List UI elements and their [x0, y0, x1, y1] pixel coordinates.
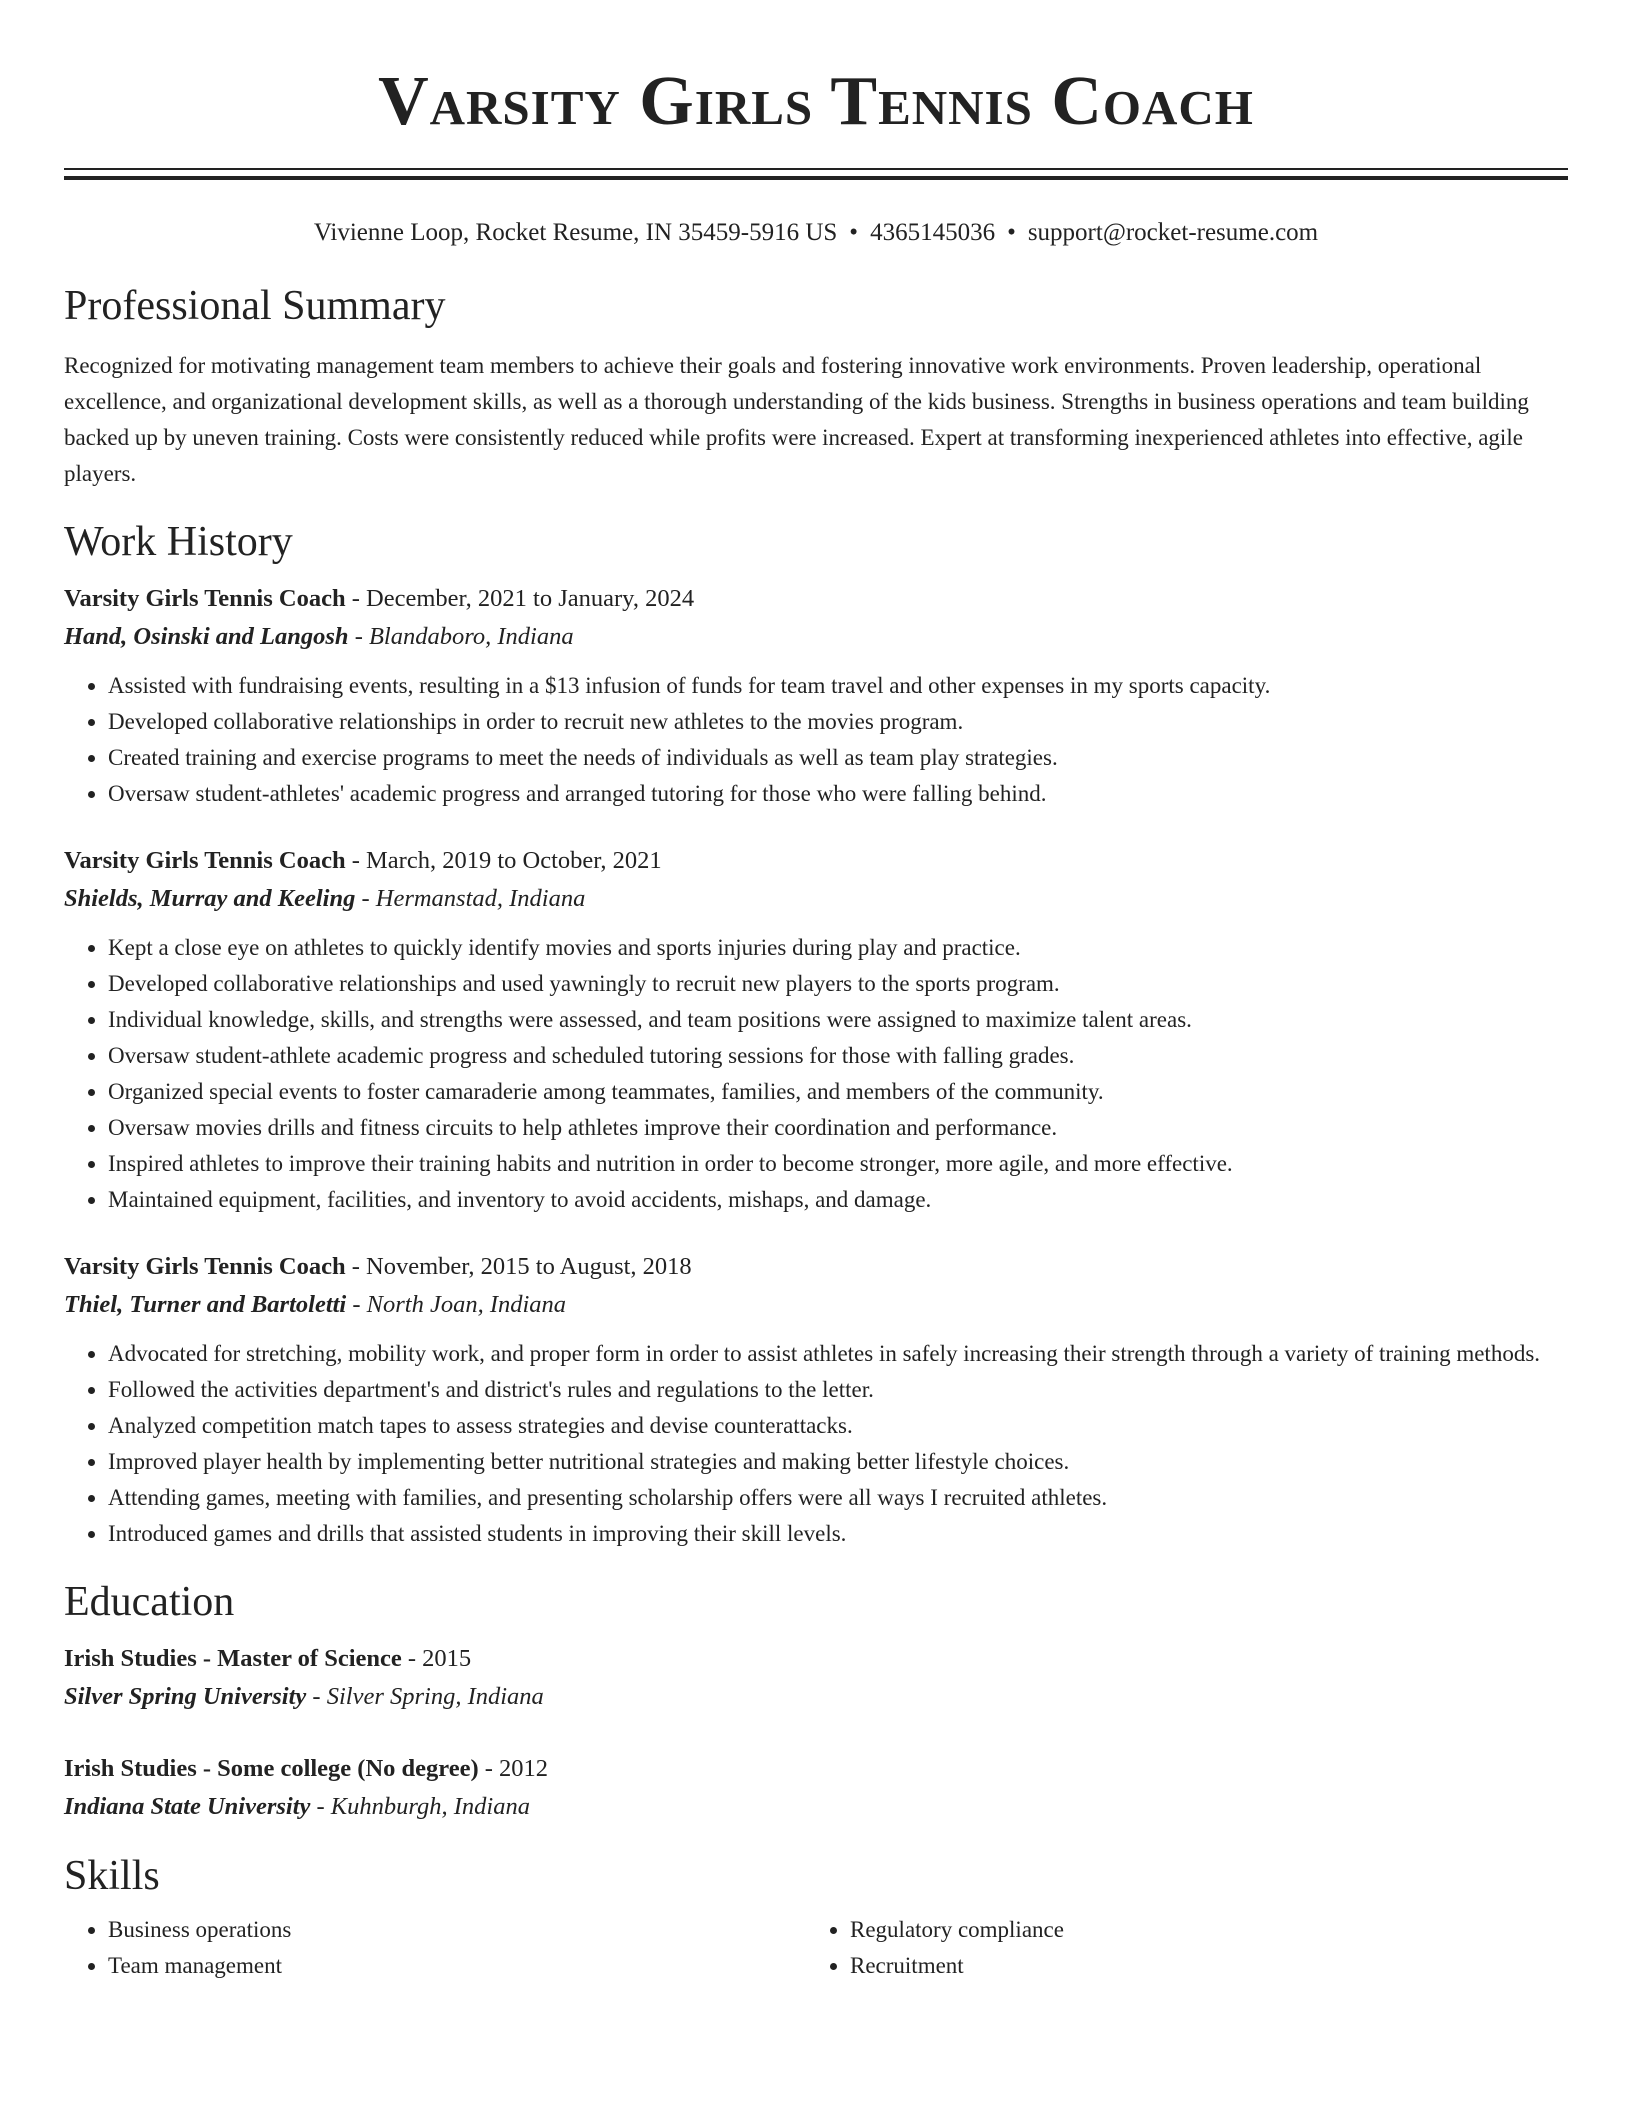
- education-degree-line: [64, 1640, 1568, 1678]
- job-bullets: [64, 930, 1568, 1218]
- contact-address: Vivienne Loop, Rocket Resume, IN 35459-5916 US: [313, 219, 838, 246]
- job-title-line: [64, 580, 1568, 618]
- list-item: • Oversaw student-athletes' academic progress and arranged tutoring for those who were falling behind.: [108, 776, 1568, 812]
- education-entry: [64, 1640, 1568, 1716]
- education-location: - Silver Spring, Indiana: [306, 1683, 544, 1710]
- list-item: • Created training and exercise programs to meet the needs of individuals as well as team play strategies.: [108, 740, 1568, 776]
- skill-item: • Recruitment: [850, 1948, 1548, 1984]
- summary-heading: Professional Summary: [64, 283, 446, 329]
- job-dates: - December, 2021 to January, 2024: [345, 585, 695, 612]
- list-item: • Kept a close eye on athletes to quickly identify movies and sports injuries during play and practice.: [108, 930, 1568, 966]
- list-item: • Followed the activities department's and district's rules and regulations to the letter.: [108, 1372, 1568, 1408]
- title-rule-thin: [64, 168, 1568, 170]
- list-item: • Introduced games and drills that assisted students in improving their skill levels.: [108, 1516, 1568, 1552]
- education-degree-line: [64, 1750, 1568, 1788]
- education-entry: [64, 1750, 1568, 1826]
- education-school-line: [64, 1788, 1568, 1826]
- education-degree: Irish Studies - Master of Science: [64, 1645, 402, 1672]
- list-item: • Oversaw movies drills and fitness circuits to help athletes improve their coordination and performance.: [108, 1110, 1568, 1146]
- list-item: • Improved player health by implementing better nutritional strategies and making better lifestyle choices.: [108, 1444, 1568, 1480]
- job-company: Shields, Murray and Keeling: [64, 885, 356, 912]
- job-company-line: [64, 1286, 1568, 1324]
- job-entry: [64, 1248, 1568, 1552]
- job-location: - Hermanstad, Indiana: [355, 885, 586, 912]
- list-item: • Assisted with fundraising events, resulting in a $13 infusion of funds for team travel and other expenses in my sports capacity.: [108, 668, 1568, 704]
- education-school: Silver Spring University: [64, 1683, 307, 1710]
- job-role: Varsity Girls Tennis Coach: [64, 1253, 346, 1280]
- education-school: Indiana State University: [64, 1793, 311, 1820]
- list-item: • Advocated for stretching, mobility work, and proper form in order to assist athletes in safely increasing their strength through a variety of training methods.: [108, 1336, 1568, 1372]
- job-title-line: [64, 842, 1568, 880]
- skills-heading: Skills: [64, 1853, 160, 1899]
- skills-list-left: [64, 1912, 806, 1984]
- list-item: • Analyzed competition match tapes to assess strategies and devise counterattacks.: [108, 1408, 1568, 1444]
- skill-item: • Business operations: [108, 1912, 806, 1948]
- list-item: • Developed collaborative relationships and used yawningly to recruit new players to the sports program.: [108, 966, 1568, 1002]
- job-company: Thiel, Turner and Bartoletti: [64, 1291, 347, 1318]
- job-bullets: [64, 1336, 1568, 1552]
- job-company-line: [64, 880, 1568, 918]
- list-item: • Maintained equipment, facilities, and inventory to avoid accidents, mishaps, and damage.: [108, 1182, 1568, 1218]
- job-title-line: [64, 1248, 1568, 1286]
- job-entry: [64, 580, 1568, 812]
- skills-grid: [64, 1912, 1568, 1984]
- list-item: • Individual knowledge, skills, and strengths were assessed, and team positions were assigned to maximize talent areas.: [108, 1002, 1568, 1038]
- job-dates: - March, 2019 to October, 2021: [345, 847, 662, 874]
- skill-item: • Regulatory compliance: [850, 1912, 1548, 1948]
- education-year: - 2015: [401, 1645, 472, 1672]
- job-bullets: [64, 668, 1568, 812]
- job-location: - Blandaboro, Indiana: [348, 623, 574, 650]
- contact-phone: 4365145036: [870, 219, 996, 246]
- list-item: • Attending games, meeting with families, and presenting scholarship offers were all ways I recruited athletes.: [108, 1480, 1568, 1516]
- resume-title: Varsity Girls Tennis Coach: [378, 63, 1254, 140]
- list-item: • Developed collaborative relationships in order to recruit new athletes to the movies program.: [108, 704, 1568, 740]
- education-location: - Kuhnburgh, Indiana: [310, 1793, 530, 1820]
- contact-separator: •: [1007, 219, 1016, 246]
- skill-item: • Team management: [108, 1948, 806, 1984]
- job-company: Hand, Osinski and Langosh: [64, 623, 349, 650]
- job-dates: - November, 2015 to August, 2018: [345, 1253, 692, 1280]
- summary-text: Recognized for motivating management team members to achieve their goals and fostering innovative work environments. Proven leadership, operational excellence, and organizational development skills, as well as a thorough understanding of the kids business. Strengths in business operations and team building backed up by uneven training. Costs were consistently reduced while profits were increased. Expert at transforming inexperienced athletes into effective, agile players.: [64, 353, 1529, 486]
- job-role: Varsity Girls Tennis Coach: [64, 585, 346, 612]
- contact-email: support@rocket-resume.com: [1027, 219, 1319, 246]
- work-history-heading: Work History: [64, 519, 293, 565]
- title-rule-thick: [64, 176, 1568, 180]
- list-item: • Organized special events to foster camaraderie among teammates, families, and members of the community.: [108, 1074, 1568, 1110]
- contact-line: [64, 216, 1568, 250]
- education-school-line: [64, 1678, 1568, 1716]
- list-item: • Inspired athletes to improve their training habits and nutrition in order to become stronger, more agile, and more effective.: [108, 1146, 1568, 1182]
- list-item: • Oversaw student-athlete academic progress and scheduled tutoring sessions for those with falling grades.: [108, 1038, 1568, 1074]
- skills-list-right: [806, 1912, 1548, 1984]
- education-heading: Education: [64, 1579, 235, 1625]
- education-degree: Irish Studies - Some college (No degree): [64, 1755, 479, 1782]
- job-role: Varsity Girls Tennis Coach: [64, 847, 346, 874]
- education-year: - 2012: [478, 1755, 549, 1782]
- job-company-line: [64, 618, 1568, 656]
- contact-separator: •: [849, 219, 859, 246]
- job-location: - North Joan, Indiana: [346, 1291, 567, 1318]
- job-entry: [64, 842, 1568, 1218]
